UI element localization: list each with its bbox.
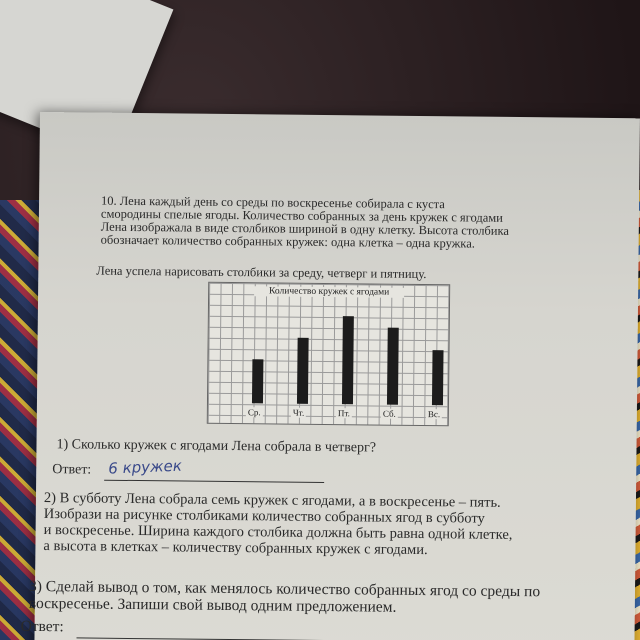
question-3-line: воскресенье. Запиши свой вывод одним предложением.: [28, 594, 397, 616]
bar-chart: [207, 282, 450, 427]
answer-1-handwritten: 6 кружек: [107, 456, 183, 478]
x-tick-label: Чт.: [292, 407, 305, 418]
answer-3-label: Ответ:: [20, 617, 64, 636]
question-3: [29, 578, 614, 618]
paragraph-line: смородины спелые ягоды. Количество собранных за день кружек с ягодами: [100, 206, 503, 225]
paragraph-line: обозначает количество собранных кружек: одна клетка – одна кружка.: [100, 232, 475, 251]
paragraph-line: 10. Лена каждый день со среды по воскресенье собирала с куста: [101, 193, 445, 212]
x-tick-label: Сб.: [382, 408, 396, 419]
problem-paragraph: [101, 195, 592, 252]
chart-title: Количество кружек с ягодами: [254, 286, 404, 298]
drew-columns-text: Лена успела нарисовать столбики за среду, четверг и пятницу.: [96, 263, 427, 282]
question-3-line: 3) Сделай вывод о том, как менялось количество собранных ягод со среды по: [28, 577, 541, 601]
bar-5: [432, 350, 444, 405]
paragraph-line: Лена изображала в виде столбиков шириной в одну клетку. Высота столбика: [100, 219, 510, 238]
question-1: 1) Сколько кружек с ягодами Лена собрала в четверг?: [56, 437, 377, 456]
bar-3: [342, 316, 354, 404]
answer-1-label: Ответ:: [52, 462, 92, 478]
x-tick-label: Пт.: [337, 408, 350, 419]
x-tick-label: Вс.: [427, 409, 441, 420]
question-2-line: а высота в клетках – количеству собранных кружек с ягодами.: [43, 538, 428, 559]
question-2-line: 2) В субботу Лена собрала семь кружек с ягодами, а в воскресенье – пять.: [43, 490, 501, 511]
question-2: [43, 490, 604, 560]
worksheet-paper: [20, 112, 640, 640]
bar-4: [387, 328, 399, 405]
question-2-line: и воскресенье. Ширина каждого столбика должна быть равна одной клетке,: [43, 522, 513, 543]
question-2-line: Изобрази на рисунке столбиками количество собранных ягод в субботу: [43, 506, 485, 527]
x-tick-label: Ср.: [247, 407, 261, 418]
bar-1: [252, 359, 263, 403]
answer-1-line: [104, 480, 324, 483]
bar-2: [297, 338, 309, 404]
